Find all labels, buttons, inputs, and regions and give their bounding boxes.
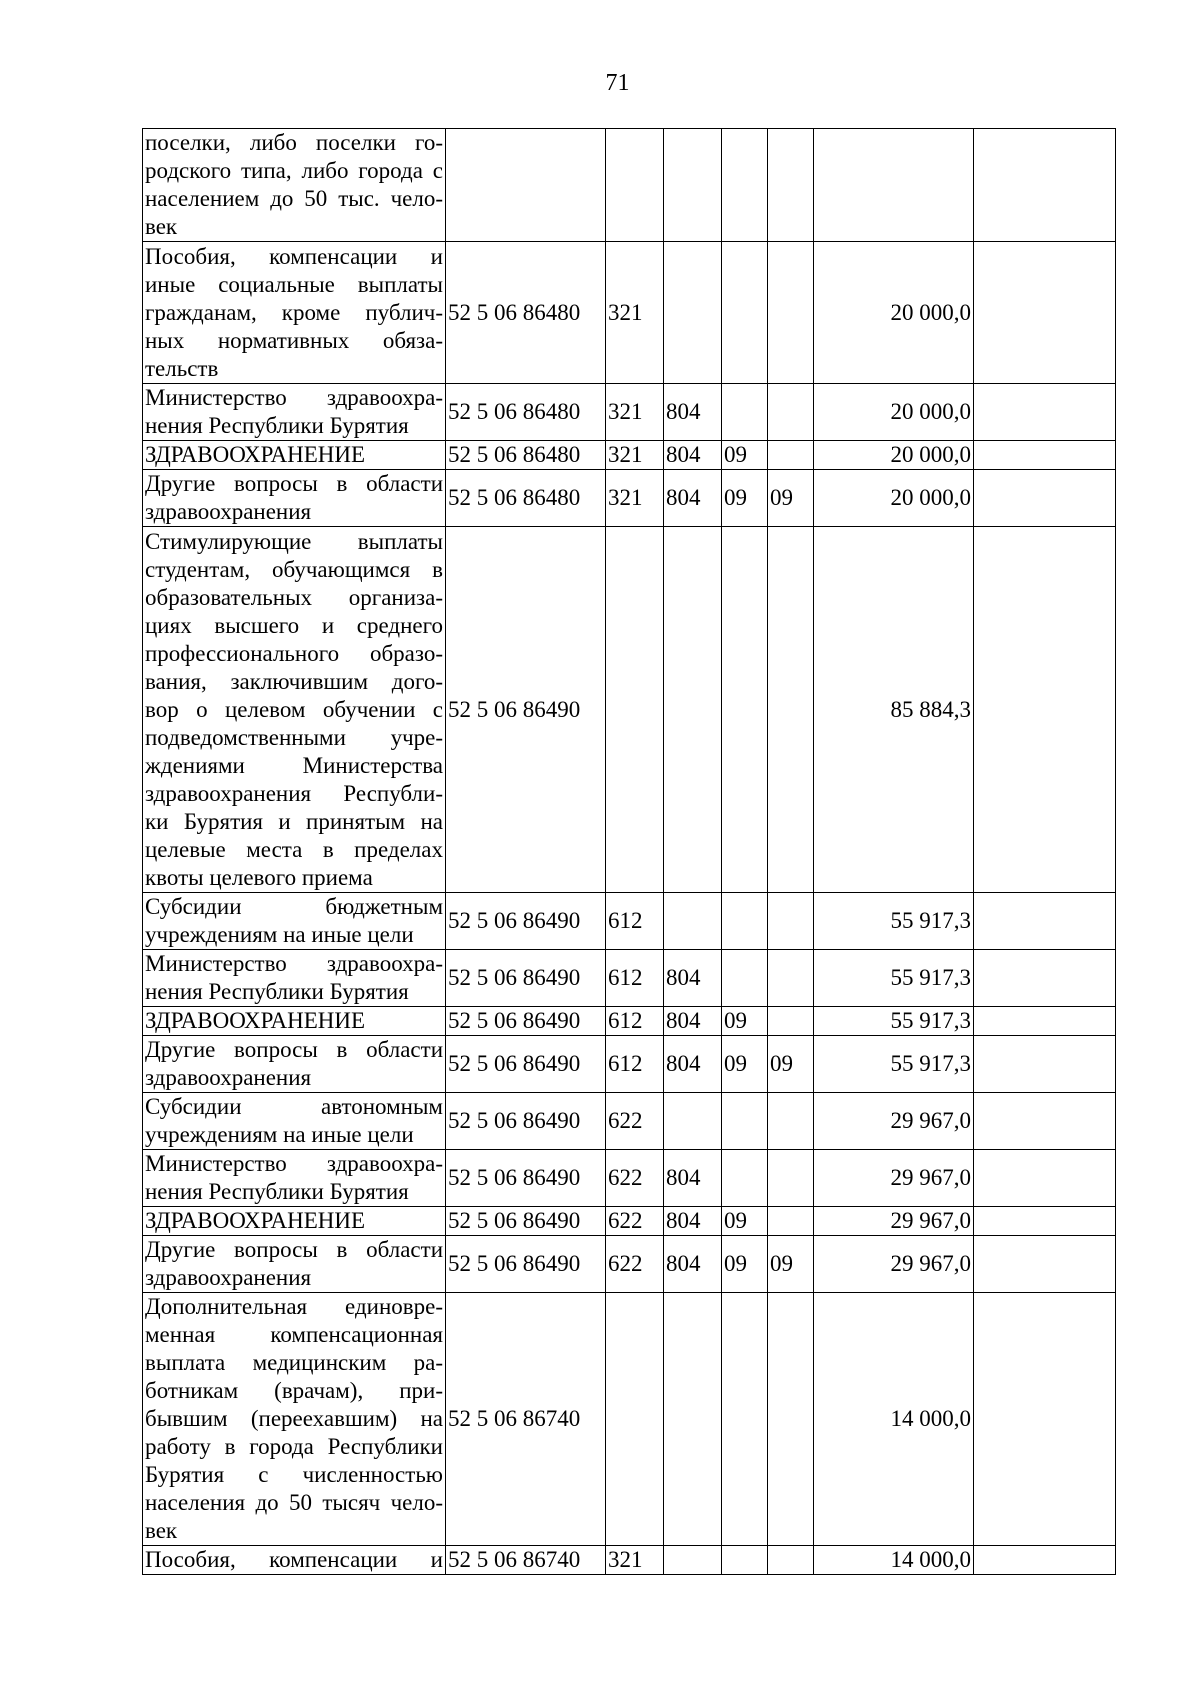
amount: 29 967,0	[814, 1207, 974, 1236]
amount: 55 917,3	[814, 1007, 974, 1036]
row-name-line: бывшим (переехавшим) на	[145, 1406, 443, 1431]
empty-cell	[974, 1007, 1116, 1036]
row-name-line: учреждениям на иные цели	[145, 922, 414, 947]
row-name	[143, 441, 446, 470]
section-code	[722, 893, 768, 950]
row-name-line: Министерство здравоохра-	[145, 1151, 443, 1176]
ministry-code: 804	[664, 470, 722, 527]
expense-type-code: 321	[606, 242, 664, 384]
ministry-code	[664, 527, 722, 893]
table-row	[143, 441, 1116, 470]
row-name	[143, 893, 446, 950]
row-name-line: здравоохранения	[145, 499, 312, 524]
expense-type-code: 612	[606, 1036, 664, 1093]
table-row	[143, 950, 1116, 1007]
target-code: 52 5 06 86490	[446, 893, 606, 950]
ministry-code	[664, 1546, 722, 1575]
row-name-line: нения Республики Бурятия	[145, 1179, 409, 1204]
ministry-code	[664, 242, 722, 384]
expense-type-code: 622	[606, 1236, 664, 1293]
row-name	[143, 950, 446, 1007]
row-name-line: населением до 50 тыс. чело-	[145, 186, 443, 211]
subsection-code	[768, 950, 814, 1007]
empty-cell	[974, 1150, 1116, 1207]
target-code: 52 5 06 86740	[446, 1546, 606, 1575]
row-name-line: нения Республики Бурятия	[145, 979, 409, 1004]
target-code	[446, 129, 606, 242]
row-name-line: образовательных организа-	[145, 584, 443, 610]
empty-cell	[974, 1036, 1116, 1093]
section-code	[722, 950, 768, 1007]
empty-cell	[974, 1093, 1116, 1150]
table-row	[143, 527, 1116, 893]
amount: 29 967,0	[814, 1093, 974, 1150]
row-name-line: вор о целевом обучении с	[145, 696, 443, 722]
empty-cell	[974, 129, 1116, 242]
empty-cell	[974, 1293, 1116, 1546]
section-code	[722, 129, 768, 242]
target-code: 52 5 06 86490	[446, 1036, 606, 1093]
row-name-line: здравоохранения Республи-	[145, 780, 443, 806]
row-name-line: Министерство здравоохра-	[145, 951, 443, 976]
row-name-line: ЗДРАВООХРАНЕНИЕ	[145, 1208, 366, 1233]
ministry-code: 804	[664, 441, 722, 470]
row-name	[143, 1207, 446, 1236]
row-name-line: профессионального образо-	[145, 640, 443, 666]
target-code: 52 5 06 86490	[446, 1150, 606, 1207]
row-name-line: Пособия, компенсации и	[145, 243, 443, 269]
row-name-line: родского типа, либо города с	[145, 158, 443, 183]
amount: 55 917,3	[814, 893, 974, 950]
empty-cell	[974, 893, 1116, 950]
section-code	[722, 1093, 768, 1150]
row-name-line: тельств	[145, 355, 219, 381]
target-code: 52 5 06 86480	[446, 470, 606, 527]
row-name-line: Субсидии бюджетным	[145, 894, 443, 919]
row-name-line: Другие вопросы в области	[145, 1237, 443, 1262]
amount: 20 000,0	[814, 441, 974, 470]
amount: 55 917,3	[814, 950, 974, 1007]
row-name	[143, 1293, 446, 1546]
ministry-code: 804	[664, 1236, 722, 1293]
row-name-line: ботникам (врачам), при-	[145, 1378, 443, 1403]
expense-type-code: 622	[606, 1150, 664, 1207]
expense-type-code: 622	[606, 1093, 664, 1150]
expense-type-code: 321	[606, 441, 664, 470]
section-code: 09	[722, 1207, 768, 1236]
row-name-line: Другие вопросы в области	[145, 471, 443, 496]
amount: 20 000,0	[814, 384, 974, 441]
target-code: 52 5 06 86490	[446, 1007, 606, 1036]
target-code: 52 5 06 86740	[446, 1293, 606, 1546]
section-code: 09	[722, 1036, 768, 1093]
subsection-code: 09	[768, 1036, 814, 1093]
expense-type-code: 612	[606, 950, 664, 1007]
section-code	[722, 1293, 768, 1546]
amount: 20 000,0	[814, 242, 974, 384]
row-name-line: ки Бурятия и принятым на	[145, 808, 443, 834]
row-name	[143, 129, 446, 242]
expense-type-code: 612	[606, 1007, 664, 1036]
row-name	[143, 384, 446, 441]
ministry-code: 804	[664, 1207, 722, 1236]
section-code: 09	[722, 441, 768, 470]
row-name-line: Пособия, компенсации и	[145, 1547, 443, 1572]
target-code: 52 5 06 86490	[446, 1236, 606, 1293]
row-name-line: ЗДРАВООХРАНЕНИЕ	[145, 442, 366, 467]
table-row	[143, 1236, 1116, 1293]
subsection-code	[768, 129, 814, 242]
subsection-code: 09	[768, 470, 814, 527]
row-name-line: учреждениям на иные цели	[145, 1122, 414, 1147]
table-row	[143, 242, 1116, 384]
expense-type-code: 321	[606, 470, 664, 527]
ministry-code: 804	[664, 384, 722, 441]
row-name-line: работу в города Республики	[145, 1434, 443, 1459]
subsection-code: 09	[768, 1236, 814, 1293]
target-code: 52 5 06 86490	[446, 527, 606, 893]
row-name-line: Стимулирующие выплаты	[145, 528, 443, 554]
row-name-line: Министерство здравоохра-	[145, 385, 443, 410]
subsection-code	[768, 1207, 814, 1236]
row-name-line: ЗДРАВООХРАНЕНИЕ	[145, 1008, 366, 1033]
table-row	[143, 1007, 1116, 1036]
amount	[814, 129, 974, 242]
section-code: 09	[722, 1007, 768, 1036]
table-row	[143, 1293, 1116, 1546]
row-name-line: гражданам, кроме публич-	[145, 299, 443, 325]
row-name-line: век	[145, 214, 178, 239]
row-name	[143, 1007, 446, 1036]
amount: 29 967,0	[814, 1150, 974, 1207]
table-row	[143, 1546, 1116, 1575]
empty-cell	[974, 1236, 1116, 1293]
amount: 14 000,0	[814, 1546, 974, 1575]
target-code: 52 5 06 86480	[446, 384, 606, 441]
row-name-line: населения до 50 тысяч чело-	[145, 1490, 443, 1515]
row-name-line: здравоохранения	[145, 1265, 312, 1290]
row-name-line: вания, заключившим дого-	[145, 668, 443, 694]
row-name-line: целевые места в пределах	[145, 836, 443, 862]
target-code: 52 5 06 86490	[446, 1207, 606, 1236]
empty-cell	[974, 470, 1116, 527]
row-name-line: ждениями Министерства	[145, 752, 443, 778]
expense-type-code: 612	[606, 893, 664, 950]
empty-cell	[974, 950, 1116, 1007]
ministry-code	[664, 129, 722, 242]
row-name	[143, 527, 446, 893]
subsection-code	[768, 527, 814, 893]
row-name	[143, 470, 446, 527]
section-code: 09	[722, 470, 768, 527]
expense-type-code: 622	[606, 1207, 664, 1236]
empty-cell	[974, 242, 1116, 384]
row-name	[143, 1036, 446, 1093]
empty-cell	[974, 1546, 1116, 1575]
target-code: 52 5 06 86480	[446, 242, 606, 384]
ministry-code: 804	[664, 1150, 722, 1207]
subsection-code	[768, 242, 814, 384]
amount: 14 000,0	[814, 1293, 974, 1546]
section-code: 09	[722, 1236, 768, 1293]
subsection-code	[768, 1293, 814, 1546]
subsection-code	[768, 893, 814, 950]
table-row	[143, 384, 1116, 441]
row-name-line: Субсидии автономным	[145, 1094, 443, 1119]
budget-table	[142, 128, 1116, 1575]
row-name-line: поселки, либо поселки го-	[145, 130, 443, 155]
subsection-code	[768, 1093, 814, 1150]
ministry-code: 804	[664, 1036, 722, 1093]
empty-cell	[974, 384, 1116, 441]
table-row	[143, 1150, 1116, 1207]
row-name-line: подведомственными учре-	[145, 724, 443, 750]
subsection-code	[768, 384, 814, 441]
amount: 85 884,3	[814, 527, 974, 893]
expense-type-code	[606, 527, 664, 893]
expense-type-code	[606, 1293, 664, 1546]
row-name-line: выплата медицинским ра-	[145, 1350, 443, 1375]
empty-cell	[974, 527, 1116, 893]
section-code	[722, 1150, 768, 1207]
subsection-code	[768, 441, 814, 470]
ministry-code: 804	[664, 1007, 722, 1036]
section-code	[722, 527, 768, 893]
target-code: 52 5 06 86490	[446, 1093, 606, 1150]
empty-cell	[974, 441, 1116, 470]
row-name-line: нения Республики Бурятия	[145, 413, 409, 438]
empty-cell	[974, 1207, 1116, 1236]
amount: 20 000,0	[814, 470, 974, 527]
ministry-code: 804	[664, 950, 722, 1007]
row-name	[143, 1093, 446, 1150]
ministry-code	[664, 1293, 722, 1546]
row-name-line: циях высшего и среднего	[145, 612, 443, 638]
expense-type-code: 321	[606, 384, 664, 441]
row-name	[143, 1546, 446, 1575]
table-row	[143, 893, 1116, 950]
section-code	[722, 384, 768, 441]
target-code: 52 5 06 86490	[446, 950, 606, 1007]
subsection-code	[768, 1150, 814, 1207]
row-name	[143, 1236, 446, 1293]
row-name-line: студентам, обучающимся в	[145, 556, 443, 582]
row-name	[143, 1150, 446, 1207]
ministry-code	[664, 1093, 722, 1150]
expense-type-code: 321	[606, 1546, 664, 1575]
table-row	[143, 1093, 1116, 1150]
amount: 55 917,3	[814, 1036, 974, 1093]
subsection-code	[768, 1007, 814, 1036]
row-name-line: здравоохранения	[145, 1065, 312, 1090]
amount: 29 967,0	[814, 1236, 974, 1293]
row-name-line: ных нормативных обяза-	[145, 327, 443, 353]
table-row	[143, 470, 1116, 527]
row-name-line: Дополнительная единовре-	[145, 1294, 443, 1319]
section-code	[722, 242, 768, 384]
page-number: 71	[605, 70, 630, 96]
section-code	[722, 1546, 768, 1575]
target-code: 52 5 06 86480	[446, 441, 606, 470]
row-name-line: век	[145, 1518, 178, 1543]
row-name-line: менная компенсационная	[145, 1322, 443, 1347]
row-name-line: Другие вопросы в области	[145, 1037, 443, 1062]
row-name-line: квоты целевого приема	[145, 864, 373, 890]
subsection-code	[768, 1546, 814, 1575]
table-row	[143, 1036, 1116, 1093]
ministry-code	[664, 893, 722, 950]
row-name-line: иные социальные выплаты	[145, 271, 443, 297]
table-row	[143, 1207, 1116, 1236]
table-row	[143, 129, 1116, 242]
expense-type-code	[606, 129, 664, 242]
row-name-line: Бурятия с численностью	[145, 1462, 443, 1487]
row-name	[143, 242, 446, 384]
